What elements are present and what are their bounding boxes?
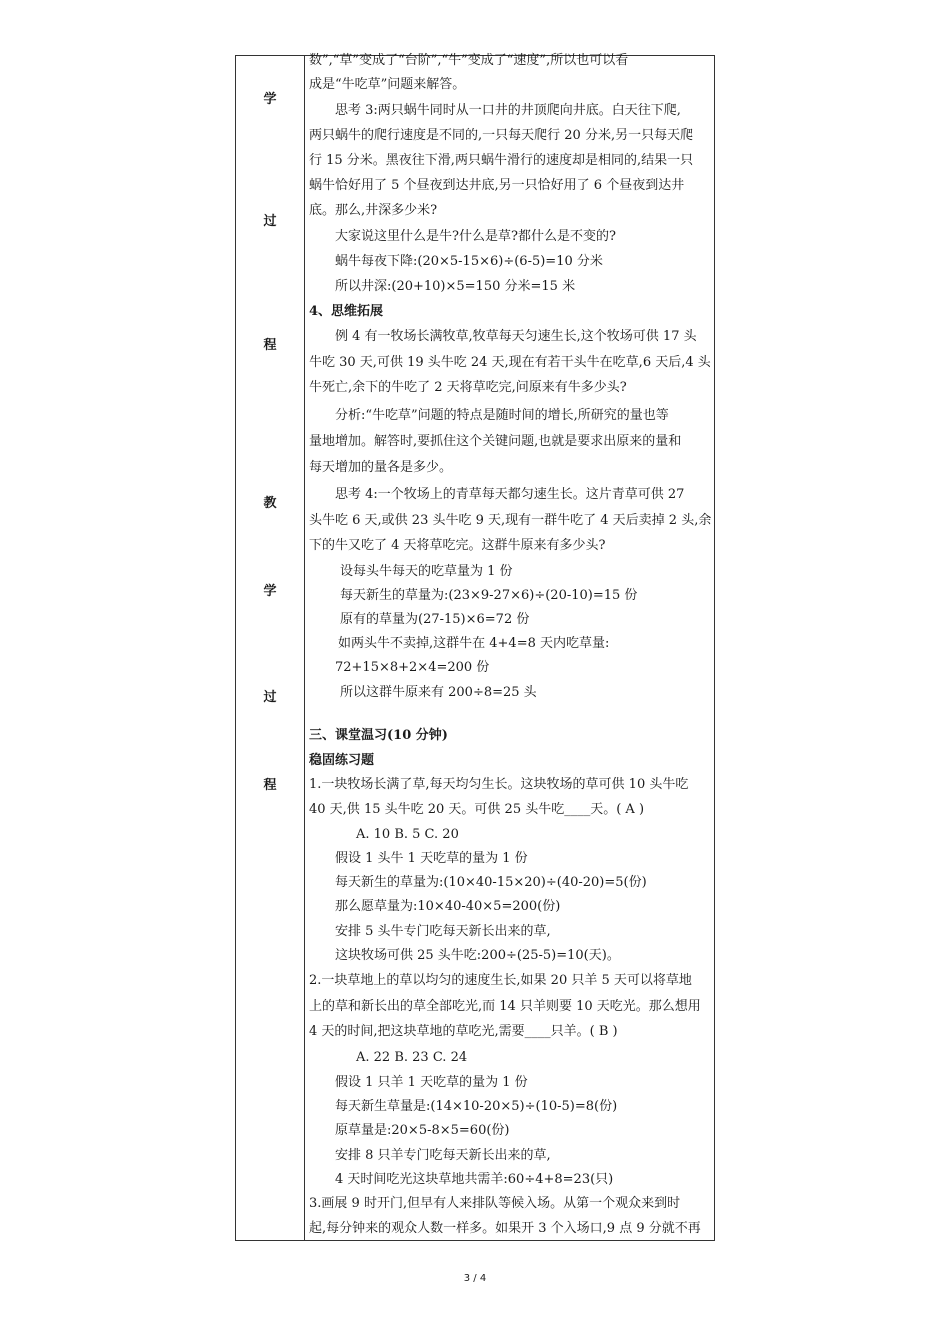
answer-options: A. 10 B. 5 C. 20: [356, 827, 459, 842]
text-line: 每天新生草量是:(14×10-20×5)÷(10-5)=8(份): [335, 1099, 618, 1114]
text-line: 每天新生的草量为:(10×40-15×20)÷(40-20)=5(份): [335, 875, 647, 890]
side-label: 学: [263, 584, 277, 599]
text-line: 安排 5 头牛专门吃每天新长出来的草,: [335, 924, 551, 939]
text-line: 思考 4:一个牧场上的青草每天都匀速生长。这片青草可供 27: [335, 487, 685, 502]
text-line: 分析:“牛吃草”问题的特点是随时间的增长,所研究的量也等: [335, 408, 669, 423]
page-number: 3 / 4: [463, 1273, 487, 1284]
text-line: 成是“牛吃草”问题来解答。: [309, 77, 466, 92]
text-line: 上的草和新长出的草全部吃光,而 14 只羊则要 10 天吃光。那么想用: [309, 999, 701, 1014]
text-line: 所以井深:(20+10)×5=150 分米=15 米: [335, 279, 576, 294]
lesson-table: [235, 55, 715, 1241]
text-line: 这块牧场可供 25 头牛吃:200÷(25-5)=10(天)。: [335, 948, 620, 963]
text-line: 原有的草量为(27-15)×6=72 份: [340, 612, 530, 627]
side-label: 程: [263, 338, 277, 353]
section-heading: 4、思维拓展: [309, 304, 384, 319]
text-line: 行 15 分米。黑夜往下滑,两只蜗牛滑行的速度却是相同的,结果一只: [309, 153, 694, 168]
text-line: 40 天,供 15 头牛吃 20 天。可供 25 头牛吃____天。( A ): [309, 802, 645, 817]
side-label: 过: [263, 690, 277, 705]
side-label: 过: [263, 214, 277, 229]
text-line: 4 天时间吃光这块草地共需羊:60÷4+8=23(只): [335, 1172, 614, 1187]
text-line: 所以这群牛原来有 200÷8=25 头: [340, 685, 537, 700]
text-line: 两只蜗牛的爬行速度是不同的,一只每天爬行 20 分米,另一只每天爬: [309, 128, 694, 143]
text-line: 底。那么,井深多少米?: [309, 203, 438, 218]
text-line: 每天新生的草量为:(23×9-27×6)÷(20-10)=15 份: [340, 588, 638, 603]
text-line: 大家说这里什么是牛?什么是草?都什么是不变的?: [335, 229, 616, 244]
text-line: 2.一块草地上的草以均匀的速度生长,如果 20 只羊 5 天可以将草地: [309, 973, 692, 988]
text-line: 量地增加。解答时,要抓住这个关键问题,也就是要求出原来的量和: [309, 434, 682, 449]
text-line: 思考 3:两只蜗牛同时从一口井的井顶爬向井底。白天往下爬,: [335, 103, 681, 118]
side-label: 程: [263, 778, 277, 793]
text-line: 例 4 有一牧场长满牧草,牧草每天匀速生长,这个牧场可供 17 头: [335, 329, 697, 344]
text-line: 如两头牛不卖掉,这群牛在 4+4=8 天内吃草量:: [338, 636, 610, 651]
side-label: 学: [263, 92, 277, 107]
text-line: 3.画展 9 时开门,但早有人来排队等候入场。从第一个观众来到时: [309, 1196, 681, 1211]
text-line: 72+15×8+2×4=200 份: [335, 660, 490, 675]
text-line: 下的牛又吃了 4 天将草吃完。这群牛原来有多少头?: [309, 538, 606, 553]
text-line: 牛吃 30 天,可供 19 头牛吃 24 天,现在有若干头牛在吃草,6 天后,4 头: [309, 355, 711, 370]
text-line: 假设 1 头牛 1 天吃草的量为 1 份: [335, 851, 528, 866]
text-line: 那么愿草量为:10×40-40×5=200(份): [335, 899, 561, 914]
subheading: 稳固练习题: [309, 753, 375, 768]
text-line: 蜗牛恰好用了 5 个昼夜到达井底,另一只恰好用了 6 个昼夜到达井: [309, 178, 685, 193]
text-line: 4 天的时间,把这块草地的草吃光,需要____只羊。( B ): [309, 1024, 618, 1039]
side-label: 教: [263, 496, 277, 511]
text-line: 牛死亡,余下的牛吃了 2 天将草吃完,问原来有牛多少头?: [309, 380, 627, 395]
text-line: 设每头牛每天的吃草量为 1 份: [340, 564, 513, 579]
answer-options: A. 22 B. 23 C. 24: [356, 1050, 468, 1065]
text-line: 假设 1 只羊 1 天吃草的量为 1 份: [335, 1075, 528, 1090]
text-line: 每天增加的量各是多少。: [309, 460, 453, 475]
text-line: 安排 8 只羊专门吃每天新长出来的草,: [335, 1148, 551, 1163]
text-line: 数”,“草”变成了“台阶”,“牛”变成了“速度”,所以也可以看: [309, 53, 629, 68]
text-line: 起,每分钟来的观众人数一样多。如果开 3 个入场口,9 点 9 分就不再: [309, 1221, 701, 1236]
text-line: 原草量是:20×5-8×5=60(份): [335, 1123, 510, 1138]
text-line: 头牛吃 6 天,或供 23 头牛吃 9 天,现有一群牛吃了 4 天后卖掉 2 头,余: [309, 513, 712, 528]
section-heading: 三、课堂温习(10 分钟): [309, 728, 448, 743]
text-line: 1.一块牧场长满了草,每天均匀生长。这块牧场的草可供 10 头牛吃: [309, 777, 689, 792]
column-divider: [304, 56, 305, 1240]
text-line: 蜗牛每夜下降:(20×5-15×6)÷(6-5)=10 分米: [335, 254, 603, 269]
